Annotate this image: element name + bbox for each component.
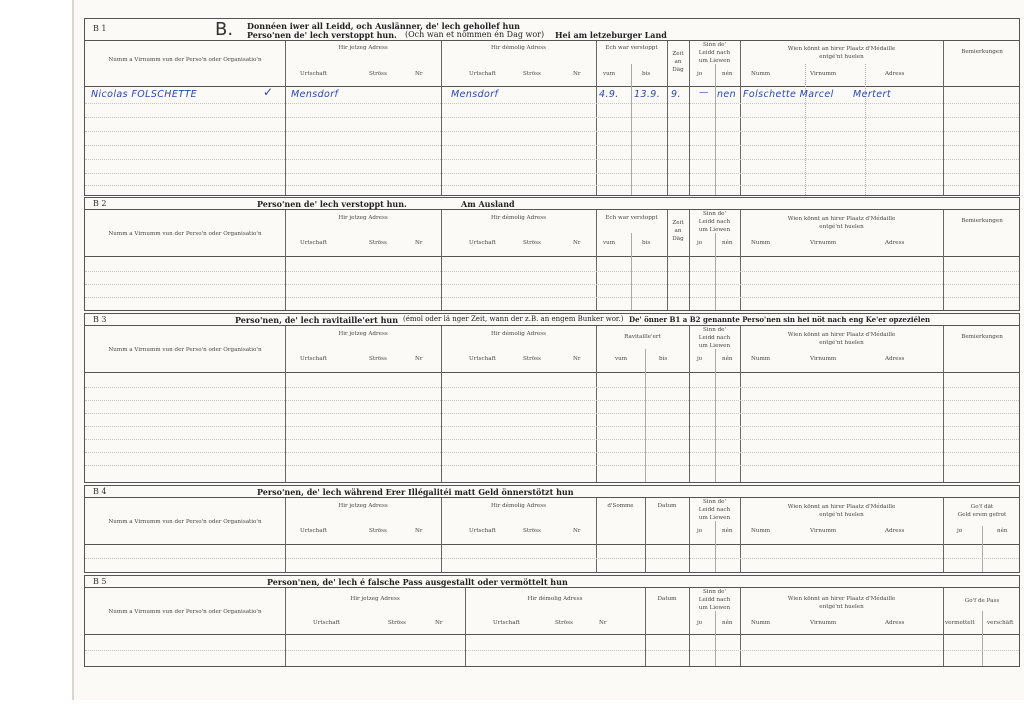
section-b3	[84, 313, 1020, 483]
nr-header: Nr	[415, 356, 423, 362]
medal-header-2: entgé'nt huelen	[819, 604, 864, 610]
provided-header: verschäft	[987, 620, 1014, 626]
section-note: (émol oder lä nger Zeit, wann der z.B. an engem Bunker wor.)	[403, 315, 624, 323]
current-address-header: Hir jetzeg Adress	[338, 45, 388, 51]
firstname-header: Virnumm	[810, 620, 837, 626]
medal-header-1: Wien könnt an hirer Plaatz d'Médaille	[787, 504, 896, 510]
no-header: nén	[997, 528, 1008, 534]
name-column-header: Numm a Virnumm vun der Perso'n oder Organisatio'n	[108, 519, 262, 525]
no-header: nén	[722, 356, 733, 362]
entry-alive-yes: —	[699, 87, 709, 98]
nr-header: Nr	[573, 240, 581, 246]
alive-header-1: Sinn de'	[702, 42, 727, 48]
alive-header-3: um Liewen	[698, 515, 731, 521]
gave-money-header: Go'f dät	[970, 504, 994, 510]
yes-header: jo	[697, 528, 703, 534]
alive-header-3: um Liewen	[698, 227, 731, 233]
entry-hidden-from: 4.9.	[599, 89, 619, 100]
town-header: Urtschaft	[300, 528, 327, 534]
alive-header-2: Leidd nach	[698, 507, 731, 513]
yes-header: jo	[957, 528, 963, 534]
section-title: Perso'nen, de' lech ravitaille'ert hun	[235, 315, 399, 325]
town-header: Urtschaft	[469, 240, 496, 246]
street-header: Ströss	[369, 240, 387, 246]
surname-header: Numm	[751, 240, 771, 246]
section-b1	[84, 18, 1020, 196]
town-header: Urtschaft	[300, 356, 327, 362]
yes-header: jo	[697, 620, 703, 626]
street-header: Ströss	[369, 71, 387, 77]
section-place: Hei am letzeburger Land	[555, 30, 667, 40]
address-header: Adress	[885, 620, 905, 626]
former-address-header: Hir démolig Adress	[491, 503, 546, 509]
form-sheet	[72, 0, 1024, 700]
former-address-header: Hir démolig Adress	[491, 331, 546, 337]
name-column-header: Numm a Virnumm vun der Perso'n oder Organisatio'n	[108, 57, 262, 63]
entry-former-town: Mensdorf	[451, 89, 499, 100]
surname-header: Numm	[751, 528, 771, 534]
nr-header: Nr	[435, 620, 443, 626]
section-title: Person'nen, de' lech é falsche Pass ausgestallt oder vermöttelt hun	[267, 577, 568, 587]
section-code: B 2	[93, 199, 107, 208]
gave-pass-header: Go'f de Pass	[964, 598, 1000, 604]
alive-header-1: Sinn de'	[702, 211, 727, 217]
medal-header-1: Wien könnt an hirer Plaatz d'Médaille	[787, 46, 896, 52]
nr-header: Nr	[415, 528, 423, 534]
yes-header: jo	[697, 356, 703, 362]
street-header: Ströss	[555, 620, 573, 626]
section-title: Perso'nen, de' lech während Erer Illégalitéi matt Geld önnerstötzt hun	[257, 487, 574, 497]
form-letter: B.	[215, 19, 234, 40]
to-header: bis	[642, 240, 651, 246]
no-header: nén	[722, 240, 733, 246]
from-header: vum	[603, 71, 616, 77]
from-header: vum	[615, 356, 628, 362]
town-header: Urtschaft	[469, 528, 496, 534]
section-code: B 3	[93, 315, 107, 324]
days-header-3: Däg	[672, 236, 684, 242]
street-header: Ströss	[369, 528, 387, 534]
former-address-header: Hir démolig Adress	[491, 45, 546, 51]
town-header: Urtschaft	[300, 71, 327, 77]
town-header: Urtschaft	[469, 356, 496, 362]
medal-header-1: Wien könnt an hirer Plaatz d'Médaille	[787, 216, 896, 222]
entry-hidden-to: 13.9.	[634, 89, 661, 100]
supplied-header: Ravitaille'ert	[624, 334, 661, 340]
section-title: Perso'nen de' lech verstoppt hun.	[257, 199, 407, 209]
town-header: Urtschaft	[300, 240, 327, 246]
asked-back-header: Geld erem gefrot	[957, 512, 1007, 518]
alive-header-3: um Liewen	[698, 605, 731, 611]
to-header: bis	[642, 71, 651, 77]
former-address-header: Hir démolig Adress	[491, 215, 546, 221]
section-code: B 4	[93, 487, 107, 496]
alive-header-2: Leidd nach	[698, 219, 731, 225]
nr-header: Nr	[415, 71, 423, 77]
section-b5	[84, 575, 1020, 667]
no-header: nén	[722, 528, 733, 534]
current-address-header: Hir jetzeg Adress	[350, 596, 400, 602]
section-note: (Och wan et nömmen én Dag wor)	[405, 30, 545, 39]
address-header: Adress	[885, 71, 905, 77]
nr-header: Nr	[573, 528, 581, 534]
street-header: Ströss	[369, 356, 387, 362]
entry-current-town: Mensdorf	[291, 89, 339, 100]
firstname-header: Virnumm	[810, 240, 837, 246]
street-header: Ströss	[388, 620, 406, 626]
town-header: Urtschaft	[313, 620, 340, 626]
former-address-header: Hir démolig Adress	[527, 596, 583, 602]
remarks-header: Bemierkungen	[961, 49, 1003, 55]
address-header: Adress	[885, 240, 905, 246]
date-header: Datum	[657, 596, 677, 602]
medal-header-2: entgé'nt huelen	[819, 512, 864, 518]
days-header-1: Zeit	[672, 51, 684, 57]
to-header: bis	[659, 356, 668, 362]
date-header: Datum	[657, 503, 677, 509]
alive-header-3: um Liewen	[698, 343, 731, 349]
street-header: Ströss	[523, 71, 541, 77]
current-address-header: Hir jetzeg Adress	[338, 503, 388, 509]
surname-header: Numm	[751, 620, 771, 626]
surname-header: Numm	[751, 71, 771, 77]
alive-header-2: Leidd nach	[698, 597, 731, 603]
section-code: B 1	[93, 24, 107, 33]
name-column-header: Numm a Virnumm vun der Perso'n oder Organisatio'n	[108, 347, 262, 353]
street-header: Ströss	[523, 528, 541, 534]
medal-header-2: entgé'nt huelen	[819, 54, 864, 60]
sum-header: d'Somme	[607, 503, 634, 509]
name-column-header: Numm a Virnumm vun der Perso'n oder Organisatio'n	[108, 609, 262, 615]
section-place: Am Ausland	[461, 199, 515, 209]
yes-header: jo	[697, 240, 703, 246]
alive-header-1: Sinn de'	[702, 589, 727, 595]
check-mark: ✓	[263, 85, 274, 99]
address-header: Adress	[885, 356, 905, 362]
days-header-1: Zeit	[672, 220, 684, 226]
yes-header: jo	[697, 71, 703, 77]
current-address-header: Hir jetzeg Adress	[338, 215, 388, 221]
section-b2	[84, 197, 1020, 311]
alive-header-3: um Liewen	[698, 58, 731, 64]
town-header: Urtschaft	[493, 620, 520, 626]
no-header: nén	[722, 71, 733, 77]
medal-header-2: entgé'nt huelen	[819, 224, 864, 230]
section-code: B 5	[93, 577, 107, 586]
entry-medal-name: Folschette Marcel	[743, 89, 834, 100]
nr-header: Nr	[415, 240, 423, 246]
entry-name: Nicolas FOLSCHETTE	[91, 89, 198, 100]
firstname-header: Virnumm	[810, 356, 837, 362]
nr-header: Nr	[599, 620, 607, 626]
street-header: Ströss	[523, 240, 541, 246]
remarks-header: Bemierkungen	[961, 218, 1003, 224]
no-header: nén	[722, 620, 733, 626]
entry-days: 9.	[671, 89, 681, 100]
firstname-header: Virnumm	[810, 528, 837, 534]
days-header-2: an	[674, 59, 682, 65]
street-header: Ströss	[523, 356, 541, 362]
medal-header-1: Wien könnt an hirer Plaatz d'Médaille	[787, 596, 896, 602]
alive-header-2: Leidd nach	[698, 335, 731, 341]
medal-header-1: Wien könnt an hirer Plaatz d'Médaille	[787, 332, 896, 338]
arranged-header: vermettelt	[945, 620, 975, 626]
name-column-header: Numm a Virnumm vun der Perso'n oder Organisatio'n	[108, 231, 262, 237]
entry-alive-no: nen	[717, 89, 737, 100]
entry-medal-town: Mertert	[853, 89, 891, 100]
firstname-header: Virnumm	[810, 71, 837, 77]
nr-header: Nr	[573, 71, 581, 77]
alive-header-1: Sinn de'	[702, 499, 727, 505]
surname-header: Numm	[751, 356, 771, 362]
remarks-header: Bemierkungen	[961, 334, 1003, 340]
address-header: Adress	[885, 528, 905, 534]
days-header-3: Däg	[672, 67, 684, 73]
days-header-2: an	[674, 228, 682, 234]
town-header: Urtschaft	[469, 71, 496, 77]
medal-header-2: entgé'nt huelen	[819, 340, 864, 346]
section-title: Donnéen iwer all Leidd, och Auslänner, de' lech gehollef hun	[247, 21, 520, 31]
section-note-2: De' önner B1 a B2 genannte Perso'nen sin hei nöt nach eng Ke'er opzeziélen	[629, 315, 931, 324]
alive-header-2: Leidd nach	[698, 50, 731, 56]
hidden-header: Ech war verstoppt	[605, 45, 658, 51]
current-address-header: Hir jetzeg Adress	[338, 331, 388, 337]
from-header: vum	[603, 240, 616, 246]
section-b4	[84, 485, 1020, 573]
hidden-header: Ech war verstoppt	[605, 215, 658, 221]
alive-header-1: Sinn de'	[702, 327, 727, 333]
section-subtitle: Perso'nen de' lech verstoppt hun.	[247, 30, 397, 40]
nr-header: Nr	[573, 356, 581, 362]
